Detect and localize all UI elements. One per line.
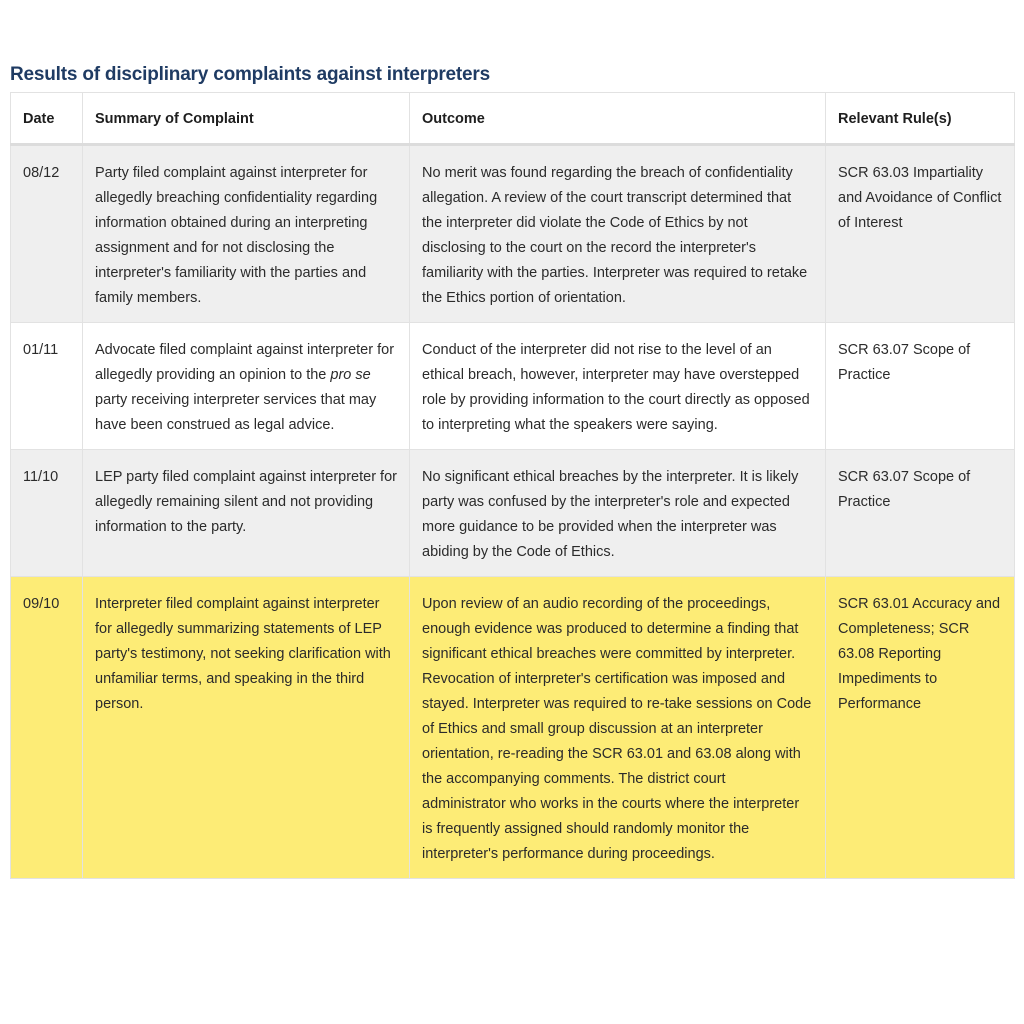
header-outcome: Outcome xyxy=(410,93,826,145)
cell-date: 09/10 xyxy=(11,577,83,879)
cell-rules: SCR 63.01 Accuracy and Completeness; SCR 63.08 Reporting Impediments to Performance xyxy=(826,577,1015,879)
cell-outcome: No merit was found regarding the breach of confidentiality allegation. A review of the court transcript determined that the interpreter did violate the Code of Ethics by not disclosing to the court on the record the interpreter's familiarity with the parties. Interpreter was required to retake the Ethics portion of orientation. xyxy=(410,145,826,323)
page-title: Results of disciplinary complaints against interpreters xyxy=(10,63,490,85)
summary-text: Advocate filed complaint against interpreter for allegedly providing an opinion to the xyxy=(95,342,395,383)
cell-summary xyxy=(83,323,410,450)
header-date: Date xyxy=(11,93,83,145)
header-rules: Relevant Rule(s) xyxy=(826,93,1015,145)
complaints-table xyxy=(10,92,1015,879)
cell-date: 11/10 xyxy=(11,450,83,577)
cell-date: 08/12 xyxy=(11,145,83,323)
cell-rules: SCR 63.07 Scope of Practice xyxy=(826,323,1015,450)
table-row xyxy=(11,145,1015,323)
cell-summary: LEP party filed complaint against interpreter for allegedly remaining silent and not providing information to the party. xyxy=(83,450,410,577)
header-summary: Summary of Complaint xyxy=(83,93,410,145)
cell-rules: SCR 63.03 Impartiality and Avoidance of Conflict of Interest xyxy=(826,145,1015,323)
cell-outcome: No significant ethical breaches by the interpreter. It is likely party was confused by the interpreter's role and expected more guidance to be provided when the interpreter was abiding by the Code of Ethics. xyxy=(410,450,826,577)
summary-text: party receiving interpreter services that may have been construed as legal advice. xyxy=(95,392,377,433)
cell-outcome: Upon review of an audio recording of the proceedings, enough evidence was produced to determine a finding that significant ethical breaches were committed by interpreter. Revocation of interpreter's certification was imposed and stayed. Interpreter was required to re-take sessions on Code of Ethics and small group discussion at an interpreter orientation, re-reading the SCR 63.01 and 63.08 along with the accompanying comments. The district court administrator who works in the courts where the interpreter is frequently assigned should randomly monitor the interpreter's performance during proceedings. xyxy=(410,577,826,879)
cell-summary: Party filed complaint against interpreter for allegedly breaching confidentiality regarding information obtained during an interpreting assignment and for not disclosing the interpreter's familiarity with the parties and family members. xyxy=(83,145,410,323)
cell-outcome: Conduct of the interpreter did not rise to the level of an ethical breach, however, interpreter may have overstepped role by providing information to the court directly as opposed to interpreting what the speakers were saying. xyxy=(410,323,826,450)
cell-rules: SCR 63.07 Scope of Practice xyxy=(826,450,1015,577)
cell-summary: Interpreter filed complaint against interpreter for allegedly summarizing statements of LEP party's testimony, not seeking clarification with unfamiliar terms, and speaking in the third person. xyxy=(83,577,410,879)
summary-emphasis: pro se xyxy=(330,367,371,383)
table-header-row xyxy=(11,93,1015,145)
cell-date: 01/11 xyxy=(11,323,83,450)
table-row xyxy=(11,450,1015,577)
table-row-highlighted xyxy=(11,577,1015,879)
table-row xyxy=(11,323,1015,450)
